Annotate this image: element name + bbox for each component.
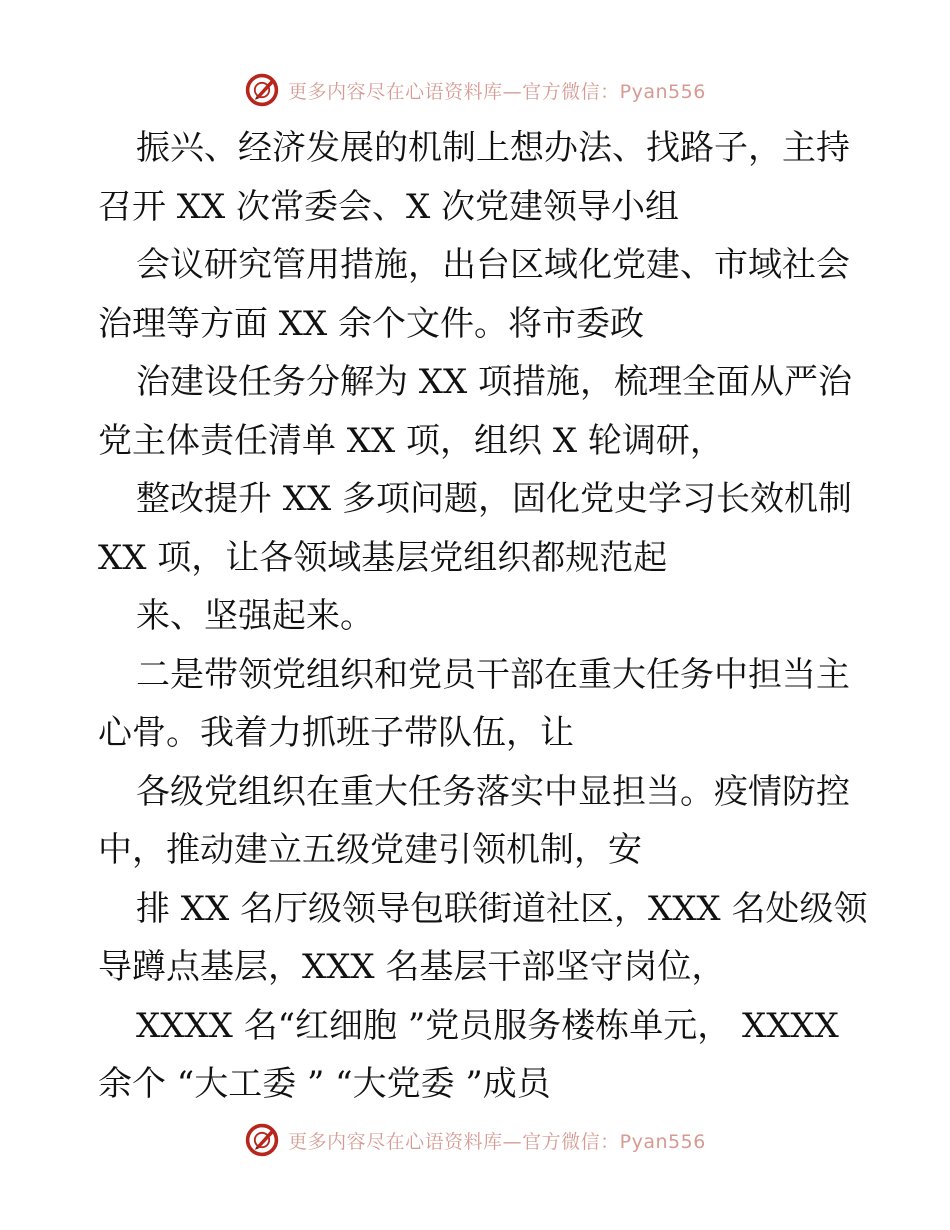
text-line: XXXX 名“红细胞 ”党员服务楼栋单元， XXXX	[136, 1006, 839, 1046]
text-line: 余个 “大工委 ” “大党委 ”成员	[98, 1064, 551, 1104]
text-block-4	[0, 473, 950, 590]
text-block-1	[0, 122, 950, 239]
footer-watermark	[0, 1120, 950, 1160]
text-block-3	[0, 356, 950, 473]
header-watermark-text: 更多内容尽在心语资料库—官方微信：Pyan556	[288, 80, 706, 103]
text-line: 治建设任务分解为 XX 项措施，梳理全面从严治	[136, 362, 853, 402]
text-line: XX 项，让各领域基层党组织都规范起	[98, 538, 668, 578]
watermark-logo-icon	[244, 1122, 280, 1158]
text-line: 心骨。我着力抓班子带队伍，让	[98, 713, 574, 753]
text-block-7	[0, 824, 950, 941]
text-block-5	[0, 590, 950, 707]
text-line: 中，推动建立五级党建引领机制，安	[98, 830, 642, 870]
text-line: 会议研究管用措施，出台区域化党建、市域社会	[136, 245, 850, 285]
text-line: 党主体责任清单 XX 项，组织 X 轮调研，	[98, 421, 724, 461]
text-line: 来、坚强起来。	[136, 596, 374, 636]
footer-watermark-text: 更多内容尽在心语资料库—官方微信：Pyan556	[288, 1130, 706, 1153]
text-line: 整改提升 XX 多项问题，固化党史学习长效机制	[136, 479, 853, 519]
text-block-8	[0, 941, 950, 1058]
text-line: 治理等方面 XX 余个文件。将市委政	[98, 304, 645, 344]
text-line: 振兴、经济发展的机制上想办法、找路子，主持	[136, 128, 850, 168]
text-line: 二是带领党组织和党员干部在重大任务中担当主	[136, 655, 850, 695]
text-block-6	[0, 707, 950, 824]
text-line: 召开 XX 次常委会、X 次党建领导小组	[98, 187, 680, 227]
document-body	[0, 122, 950, 1175]
watermark-logo-icon	[244, 72, 280, 108]
text-line: 排 XX 名厅级领导包联街道社区，XXX 名处级领	[136, 889, 868, 929]
text-block-2	[0, 239, 950, 356]
header-watermark	[0, 70, 950, 110]
text-line: 各级党组织在重大任务落实中显担当。疫情防控	[136, 772, 850, 812]
text-line: 导蹲点基层，XXX 名基层干部坚守岗位，	[98, 947, 726, 987]
